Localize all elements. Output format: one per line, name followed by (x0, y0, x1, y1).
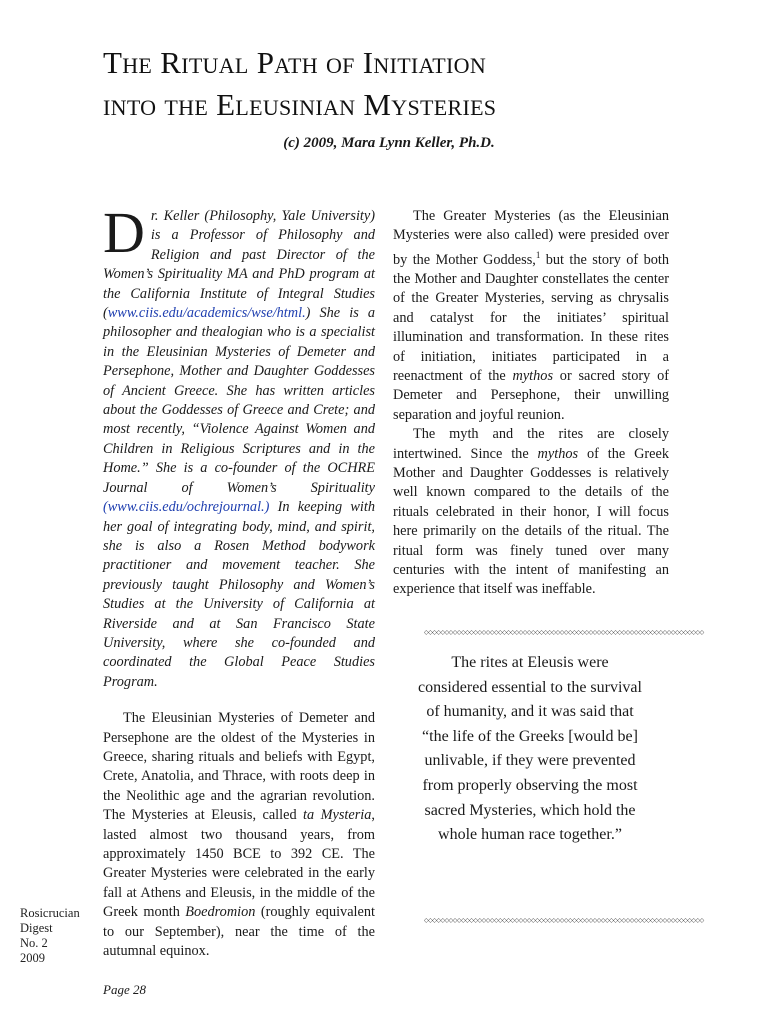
para-text: The Eleusinian Mysteries of Demeter and Persephone are the oldest of the Mysteries in Greece, sharing rituals and beliefs with Egypt, Crete, Anatolia, and Thrace, with roots deep in the Neolithic age and the agrarian revolution. The Mysteries at Eleusis, called (103, 710, 375, 824)
bio-text-2: ) She is a philosopher and thealogian who is a specialist in the Eleusinian Mysteries of Demeter and Persephone, Mother and Daughter Goddesses of Ancient Greece. She has written articles about the Goddesses of Greece and Crete; and most recently, “Violence Against Women and Children in Religious Scriptures and in the Home.” She is a co-founder of the OCHRE Journal of Women’s Spirituality (103, 305, 375, 496)
para-italic: Boedromion (185, 904, 256, 921)
greater-mysteries-paragraph (393, 207, 669, 425)
byline: (c) 2009, Mara Lynn Keller, Ph.D. (283, 135, 495, 151)
title-line-2: into the Eleusinian Mysteries (103, 87, 497, 122)
para-italic: ta Mysteria (303, 807, 372, 824)
para-text: The myth and the rites are closely intertwined. Since the (393, 426, 669, 462)
myth-rites-paragraph (393, 425, 669, 600)
para-text: , lasted almost two thousand years, from approximately 1450 BCE to 392 CE. The Greater Mysteries were celebrated in the early fall at Athens and Eleusis, in the middle of the Greek month (103, 807, 375, 921)
right-column (393, 207, 669, 600)
article-title (103, 42, 723, 126)
publication-name-line-2: Digest (20, 921, 53, 935)
author-bio (103, 200, 375, 692)
ornamental-divider-top: ◇◇◇◇◇◇◇◇◇◇◇◇◇◇◇◇◇◇◇◇◇◇◇◇◇◇◇◇◇◇◇◇◇◇◇◇◇◇◇◇◇◇◇◇◇◇◇◇◇◇◇◇◇◇◇◇◇◇◇◇◇◇◇◇◇◇◇◇ (424, 630, 704, 636)
ochre-journal-link[interactable]: (www.ciis.edu/ochrejournal.) (103, 499, 270, 516)
title-line-1: The Ritual Path of Initiation (103, 45, 487, 80)
para-text: of the Greek Mother and Daughter Goddesses is relatively well known compared to the details of the rituals celebrated in their honor, I will focus here primarily on the details of the ritual. The ritual form was finely tuned over many centuries with the intent of manifesting an experience that itself was ineffable. (393, 445, 669, 598)
para-text: or sacred story of Demeter and Persephone, their unwilling separation and joyful reunion. (393, 368, 669, 423)
ciis-academics-link[interactable]: www.ciis.edu/academics/wse/html. (107, 305, 306, 322)
issue-number: No. 2 (20, 936, 48, 950)
intro-paragraph (103, 709, 375, 961)
page-number: Page 28 (103, 982, 146, 997)
left-column (103, 200, 375, 961)
drop-cap: D (103, 200, 145, 265)
publication-name-line-1: Rosicrucian (20, 906, 80, 920)
para-text: but the story of both the Mother and Daughter constellates the center of the Greater Mysteries, serving as chrysalis and catalyst for the initiates’ spiritual illumination and transformation. In these rites of initiation, initiates participated in a reenactment of the (393, 251, 669, 385)
para-text: The Greater Mysteries (as the Eleusinian Mysteries were also called) were presided over by the Mother Goddess, (393, 208, 669, 268)
ornamental-divider-bottom: ◇◇◇◇◇◇◇◇◇◇◇◇◇◇◇◇◇◇◇◇◇◇◇◇◇◇◇◇◇◇◇◇◇◇◇◇◇◇◇◇◇◇◇◇◇◇◇◇◇◇◇◇◇◇◇◇◇◇◇◇◇◇◇◇◇◇◇◇ (424, 918, 704, 924)
para-italic: mythos (512, 368, 554, 385)
bio-text-1: r. Keller (Philosophy, Yale University) is a Professor of Philosophy and Religion and past Director of the Women’s Spirituality MA and PhD program at the California Institute of Integral Studies ( (103, 208, 375, 322)
footnote-marker: 1 (535, 249, 541, 260)
bio-text-3: In keeping with her goal of integrating body, mind, and spirit, she is also a Rosen Method bodywork practitioner and movement teacher. She previously taught Philosophy and Women’s Studies at the University of California at Riverside and at San Francisco State University, where she co-founded and coordinated the Global Peace Studies Program. (103, 499, 375, 690)
para-italic: mythos (537, 445, 579, 462)
pull-quote: The rites at Eleusis were considered essential to the survival of humanity, and it was said that “the life of the Greeks [would be] unlivable, if they were prevented from properly observing the most sacred Mysteries, which hold the whole human race together.” (418, 654, 642, 844)
publication-label (20, 906, 80, 966)
issue-year: 2009 (20, 951, 45, 965)
para-text: (roughly equivalent to our September), near the time of the autumnal equinox. (103, 904, 375, 960)
